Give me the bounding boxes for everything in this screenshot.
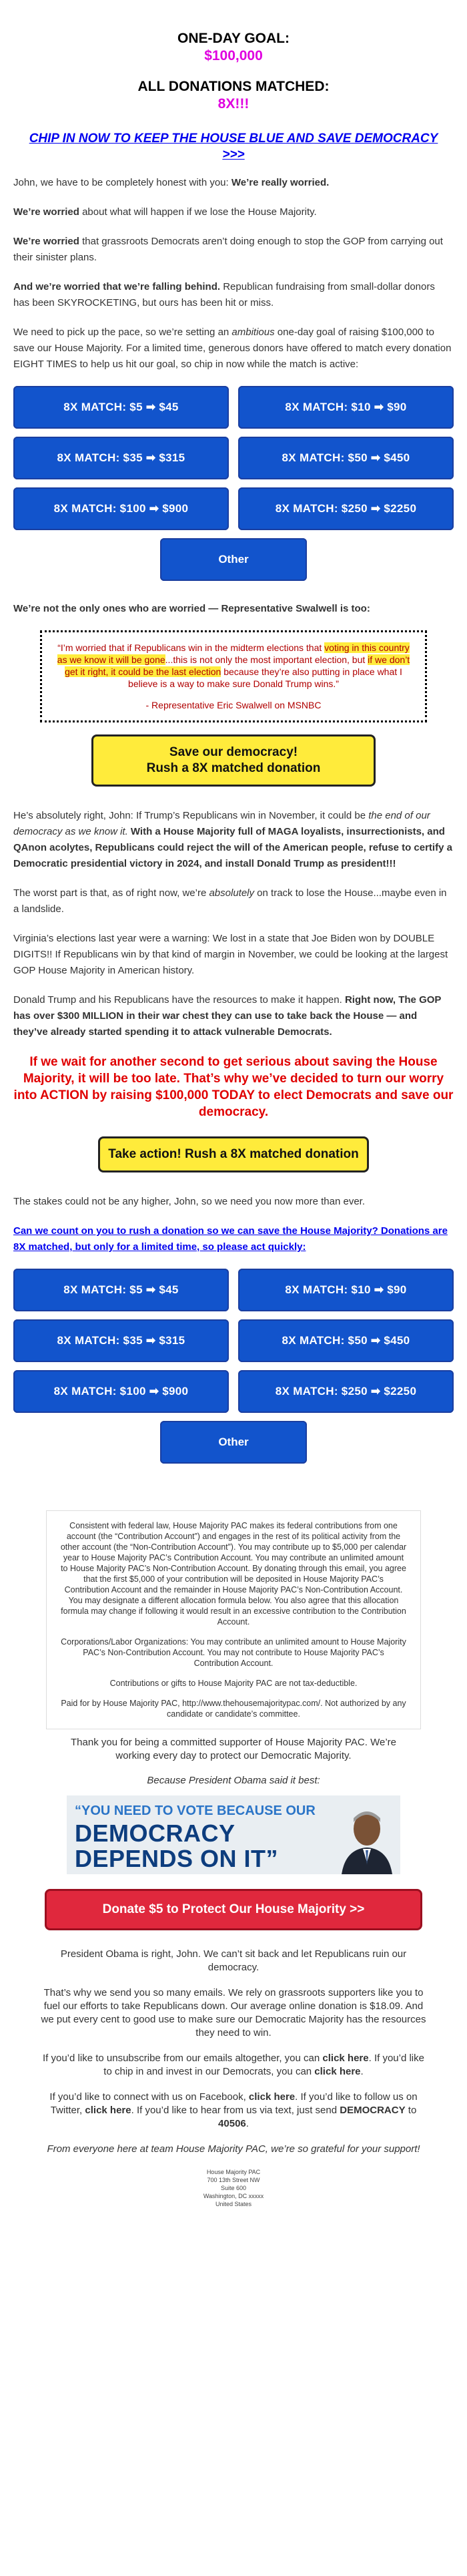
stakes-paragraph: The stakes could not be any higher, John, so we need you now more than ever. <box>13 1196 365 1207</box>
match-button-50[interactable]: 8X MATCH: $50 ➡ $450 <box>238 437 454 479</box>
intro-paragraph-1: John, we have to be completely honest with you: We’re really worried. <box>13 177 330 188</box>
take-action-button[interactable]: Take action! Rush a 8X matched donation <box>98 1136 369 1172</box>
other-amount-button[interactable]: Other <box>160 1421 307 1464</box>
matched-label: ALL DONATIONS MATCHED: <box>137 79 330 94</box>
chip-in-link[interactable]: CHIP IN NOW TO KEEP THE HOUSE BLUE AND SAVE DEMOCRACY >>> <box>29 132 438 162</box>
closing-paragraph-1: President Obama is right, John. We can’t sit back and let Republicans ruin our democracy. <box>60 1948 407 1973</box>
closing-paragraph-3: If you’d like to unsubscribe from our emails altogether, you can click here. If you’d like to chip in and invest in our Democrats, you can click here. <box>43 2053 424 2077</box>
donate-5-button[interactable]: Donate $5 to Protect Our House Majority >> <box>45 1889 422 1930</box>
match-button-5[interactable]: 8X MATCH: $5 ➡ $45 <box>13 386 229 429</box>
facebook-link[interactable]: click here <box>248 2091 296 2103</box>
match-button-5[interactable]: 8X MATCH: $5 ➡ $45 <box>13 1269 229 1311</box>
body-paragraph-8: Virginia’s elections last year were a warning: We lost in a state that Joe Biden won by DOUBLE DIGITS!! If Republicans win by that kind of margin in November, we could be looking at the largest GOP House Majority in American history. <box>13 933 448 976</box>
matched-value: 8X!!! <box>217 96 250 112</box>
body-paragraph-7: The worst part is that, as of right now, we’re absolutely on track to lose the House...maybe even in a landslide. <box>13 887 447 915</box>
intro-paragraph-3: We’re worried that grassroots Democrats aren’t doing enough to stop the GOP from carrying out their sinister plans. <box>13 236 443 263</box>
match-button-grid-1 <box>13 386 454 530</box>
obama-quote-banner: “YOU NEED TO VOTE BECAUSE OUR DEMOCRACY DEPENDS ON IT” <box>67 1795 400 1874</box>
obama-portrait-icon <box>339 1802 394 1874</box>
match-button-50[interactable]: 8X MATCH: $50 ➡ $450 <box>238 1319 454 1362</box>
closing-paragraph-4: If you’d like to connect with us on Facebook, click here. If you’d like to follow us on Twitter, click here. If you’d like to hear from us via text, just send DEMOCRACY to 40506. <box>49 2091 418 2129</box>
unsubscribe-link[interactable]: click here <box>322 2053 369 2064</box>
match-button-10[interactable]: 8X MATCH: $10 ➡ $90 <box>238 386 454 429</box>
mailing-address: House Majority PAC 700 13th Street NW Suite 600 Washington, DC xxxxx United States <box>203 2169 264 2207</box>
legal-disclaimer: Consistent with federal law, House Majority PAC makes its federal contributions from one account (the “Contribution Account”) and engages in the rest of its political activity from the other account (the “Non-Contribution Account”). You may contribute up to $5,000 per calendar year to House Majority PAC’s Contribution Account. You may contribute an unlimited amount to House Majority PAC’s Non-Contribution Account. By donating through this email, you agree that the first $5,000 of your contribution will be deposited in House Majority PAC’s Contribution Account and the remainder in House Majority PAC’s Non-Contribution Account. You may designate a different allocation formula below. You also agree that this allocation formula may change if following it would result in an excessive contribution to the Contribution Account. Corporations/Labor Organizations: You may contribute an unlimited amount to House Majority PAC’s Non-Contribution Account. You may not contribute to House Majority PAC’s Contribution Account. Contributions or gifts to House Majority PAC are not tax-deductible. Paid for by House Majority PAC, http://www.thehousemajoritypac.com/. Not authorized by any candidate or candidate’s committee. <box>46 1510 421 1729</box>
red-headline: If we wait for another second to get serious about saving the House Majority, it will be too late. That’s why we’ve decided to turn our worry into ACTION by raising $100,000 TODAY to elect Democrats and save our democracy. <box>13 1055 454 1119</box>
save-democracy-button[interactable]: Save our democracy! Rush a 8X matched donation <box>91 734 376 787</box>
goal-amount: $100,000 <box>204 48 263 63</box>
closing-paragraph-5: From everyone here at team House Majority PAC, we’re so grateful for your support! <box>47 2143 420 2155</box>
obama-intro: Because President Obama said it best: <box>147 1775 320 1786</box>
match-button-100[interactable]: 8X MATCH: $100 ➡ $900 <box>13 1370 229 1413</box>
twitter-link[interactable]: click here <box>85 2105 131 2116</box>
other-amount-button[interactable]: Other <box>160 538 307 581</box>
body-paragraph-9: Donald Trump and his Republicans have the resources to make it happen. Right now, The GOP has over $300 MILLION in their war chest they can use to take back the House — and they’ve already started spending it to attack vulnerable Democrats. <box>13 994 442 1038</box>
intro-paragraph-5: We need to pick up the pace, so we’re setting an ambitious one-day goal of raising $100,000 to save our House Majority. For a limited time, generous donors have offered to match every donation EIGHT TIMES to help us hit our goal, so chip in now while the match is active: <box>13 327 452 370</box>
thanks-text: Thank you for being a committed supporter of House Majority PAC. We’re working every day to protect our Democratic Majority. <box>71 1737 396 1761</box>
body-paragraph-6: He’s absolutely right, John: If Trump’s Republicans win in November, it could be the end of our democracy as we know it. With a House Majority full of MAGA loyalists, insurrectionists, and QAnon acolytes, Republicans could reject the will of the American people, refuse to certify a Democratic presidential victory in 2024, and install Donald Trump as president!!! <box>13 810 452 869</box>
match-button-grid-2 <box>13 1269 454 1413</box>
goal-label: ONE-DAY GOAL: <box>177 31 290 46</box>
quote-attribution: - Representative Eric Swalwell on MSNBC <box>145 700 322 710</box>
chip-in-here-link[interactable]: click here <box>314 2066 361 2077</box>
swalwell-intro: We’re not the only ones who are worried — Representative Swalwell is too: <box>13 603 370 614</box>
match-button-10[interactable]: 8X MATCH: $10 ➡ $90 <box>238 1269 454 1311</box>
intro-paragraph-4: And we’re worried that we’re falling behind. Republican fundraising from small-dollar donors has been SKYROCKETING, but ours has been hit or miss. <box>13 281 435 308</box>
match-button-250[interactable]: 8X MATCH: $250 ➡ $2250 <box>238 1370 454 1413</box>
intro-paragraph-2: We’re worried about what will happen if we lose the House Majority. <box>13 206 317 218</box>
swalwell-quote: “I’m worried that if Republicans win in the midterm elections that voting in this country as we know it will be gone...this is not only the most important election, but if we don’t get it right, it could be the last election because they’re also putting in place what I believe is a way to make sure Donald Trump wins.” - Representative Eric Swalwell on MSNBC <box>40 630 427 722</box>
closing-paragraph-2: That’s why we send you so many emails. We rely on grassroots supporters like you to fuel our efforts to take Republicans down. Our average online donation is $18.09. And we put every cent to good use to make sure our Democratic Majority has the resources they need to win. <box>41 1987 426 2038</box>
match-button-250[interactable]: 8X MATCH: $250 ➡ $2250 <box>238 487 454 530</box>
match-button-35[interactable]: 8X MATCH: $35 ➡ $315 <box>13 437 229 479</box>
count-on-you-link[interactable]: Can we count on you to rush a donation so we can save the House Majority? Donations are 8X matched, but only for a limited time, so please act quickly: <box>13 1225 448 1253</box>
match-button-100[interactable]: 8X MATCH: $100 ➡ $900 <box>13 487 229 530</box>
match-button-35[interactable]: 8X MATCH: $35 ➡ $315 <box>13 1319 229 1362</box>
